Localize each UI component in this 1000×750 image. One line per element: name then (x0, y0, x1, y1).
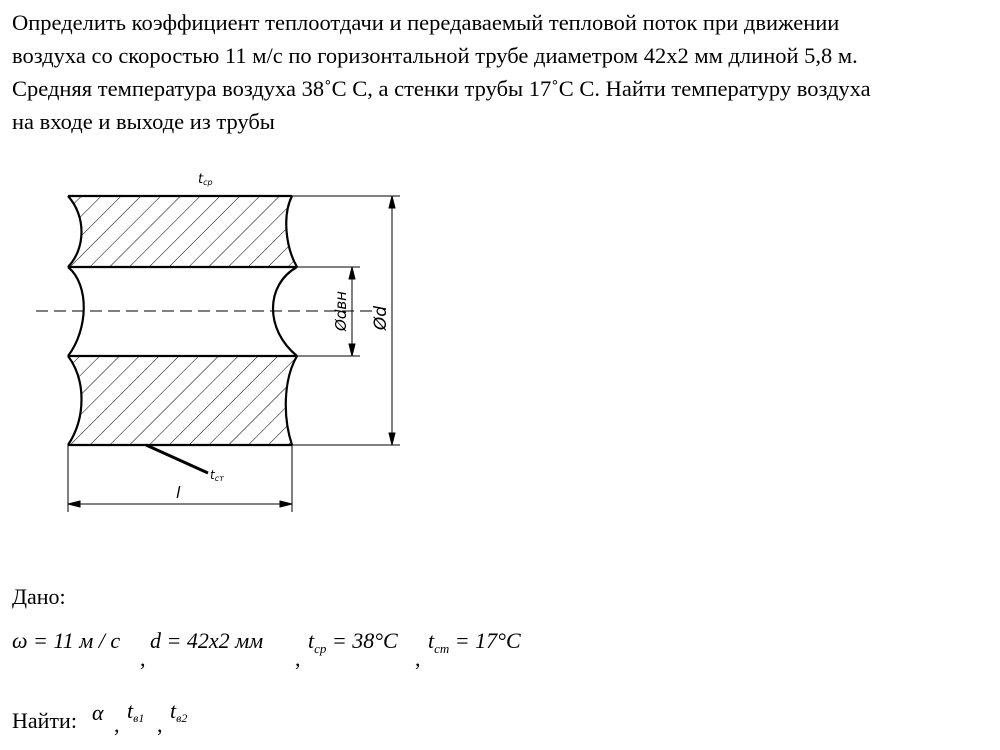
given-wall-temperature: $t_{ст} = 17^\circ C$ (428, 628, 521, 656)
given-separator: , (295, 646, 301, 671)
t-wall-label: tст (210, 468, 224, 483)
find-separator: , (157, 712, 163, 737)
given-title: Дано: (12, 584, 66, 609)
outer-diameter-label: Ød (371, 305, 391, 331)
problem-line-1: Определить коэффициент теплоотдачи и передаваемый тепловой поток при движении (12, 10, 840, 35)
upper-wall (68, 196, 297, 267)
pipe-diagram-svg (0, 160, 430, 530)
t-air-label: tср (198, 172, 213, 187)
given-velocity: ω = 11 м / с (12, 628, 121, 653)
wall-temperature-leader (146, 445, 208, 473)
find-t-inlet: $t_{в1}$ (127, 698, 145, 725)
find-row (12, 690, 312, 740)
pipe-diagram (0, 160, 430, 530)
problem-line-2: воздуха со скоростью 11 м/с по горизонтальной трубе диаметром 42х2 мм длиной 5,8 м. (12, 43, 858, 68)
find-separator: , (114, 712, 120, 737)
find-alpha: α (92, 700, 104, 725)
lower-wall (68, 356, 297, 445)
problem-statement (12, 6, 988, 138)
inner-diameter-label: Ødвн (332, 291, 350, 331)
length-label: l (176, 483, 181, 502)
find-label: Найти: (12, 708, 77, 733)
given-diameter: d = 42x2 мм (150, 628, 264, 653)
given-separator: , (140, 646, 146, 671)
problem-line-4: на входе и выходе из трубы (12, 109, 275, 134)
problem-line-3: Средняя температура воздуха 38˚С С, а стенки трубы 17˚С С. Найти температуру воздуха (12, 76, 871, 101)
given-air-temperature: $t_{ср} = 38^\circ C$ (308, 628, 398, 656)
find-t-outlet: $t_{в2}$ (170, 698, 188, 725)
given-separator: , (415, 646, 421, 671)
